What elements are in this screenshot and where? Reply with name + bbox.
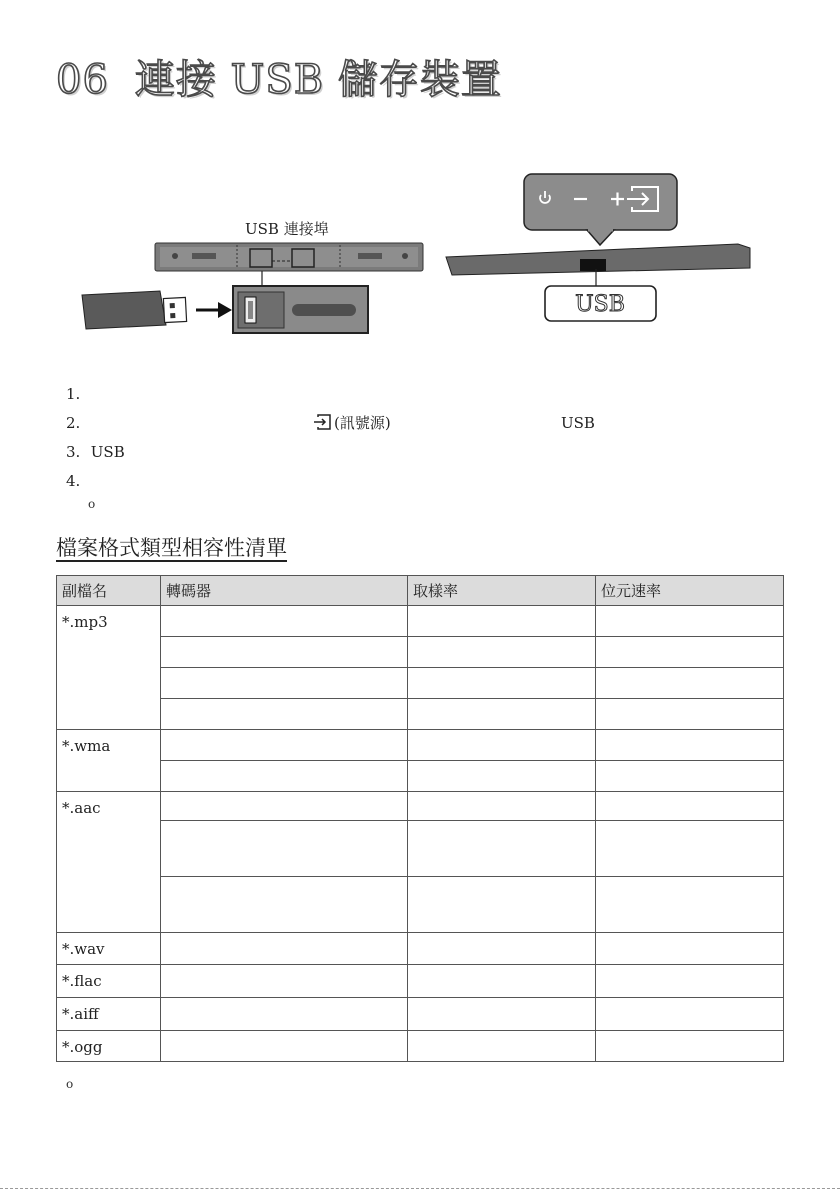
table-cell <box>408 933 596 965</box>
soundbar-rear <box>155 243 423 271</box>
ext-wma: *.wma <box>57 730 161 792</box>
table-cell <box>596 730 784 761</box>
usb-port-zoom <box>233 286 368 333</box>
table-cell <box>596 792 784 821</box>
table-cell <box>161 606 408 637</box>
header-sample-rate: 取樣率 <box>408 576 596 606</box>
footnote-bullet: o <box>66 1077 74 1091</box>
table-cell <box>408 699 596 730</box>
table-cell <box>408 877 596 933</box>
table-cell <box>596 1031 784 1062</box>
table-cell <box>408 730 596 761</box>
table-cell <box>596 877 784 933</box>
table-cell <box>161 668 408 699</box>
table-cell <box>161 877 408 933</box>
step-1: 1. <box>66 385 81 403</box>
step-list <box>66 380 595 496</box>
source-icon <box>313 414 331 430</box>
step-2: 2. (訊號源) USB <box>66 409 125 438</box>
table-cell <box>161 821 408 877</box>
table-header-row <box>57 576 784 606</box>
header-codec: 轉碼器 <box>161 576 408 606</box>
source-label: (訊號源) <box>334 414 391 432</box>
step-3: 3. USB <box>66 443 125 461</box>
table-cell <box>596 998 784 1031</box>
usb-word: USB <box>90 443 125 461</box>
table-cell <box>596 637 784 668</box>
section-title: 檔案格式類型相容性清單 <box>56 536 287 560</box>
page-bottom-rule <box>0 1188 840 1189</box>
insert-arrow <box>196 302 232 318</box>
ext-flac: *.flac <box>57 965 161 998</box>
format-compatibility-table <box>56 575 784 1062</box>
table-cell <box>596 761 784 792</box>
table-cell <box>161 998 408 1031</box>
table-cell <box>408 637 596 668</box>
table-cell <box>596 933 784 965</box>
table-cell <box>596 965 784 998</box>
table-cell <box>596 821 784 877</box>
table-cell <box>161 637 408 668</box>
table-cell <box>408 821 596 877</box>
usb-flash-drive <box>82 291 187 329</box>
table-cell <box>408 606 596 637</box>
page-title <box>56 48 502 105</box>
usb-word: USB <box>561 414 595 432</box>
table-cell <box>408 998 596 1031</box>
table-cell <box>161 792 408 821</box>
ext-wav: *.wav <box>57 933 161 965</box>
table-cell <box>408 761 596 792</box>
table-cell <box>408 668 596 699</box>
ext-aiff: *.aiff <box>57 998 161 1031</box>
table-cell <box>161 761 408 792</box>
usb-callout-label: USB <box>575 292 625 317</box>
header-extension: 副檔名 <box>57 576 161 606</box>
usb-port-caption: USB 連接埠 <box>245 220 329 238</box>
note-bullet: o <box>88 497 96 511</box>
ext-aac: *.aac <box>57 792 161 933</box>
table-cell <box>161 699 408 730</box>
table-cell <box>408 965 596 998</box>
table-cell <box>161 933 408 965</box>
connection-diagram <box>0 165 840 345</box>
table-cell <box>408 1031 596 1062</box>
table-cell <box>161 965 408 998</box>
title-text: 連接 USB 儲存裝置 <box>134 57 502 103</box>
table-cell <box>596 668 784 699</box>
table-cell <box>408 792 596 821</box>
ext-mp3: *.mp3 <box>57 606 161 730</box>
ext-ogg: *.ogg <box>57 1031 161 1062</box>
table-cell <box>596 606 784 637</box>
table-cell <box>161 1031 408 1062</box>
table-cell <box>596 699 784 730</box>
table-cell <box>161 730 408 761</box>
section-number: 06 <box>56 57 109 103</box>
step-4: 4. <box>66 472 81 490</box>
header-bit-rate: 位元速率 <box>596 576 784 606</box>
